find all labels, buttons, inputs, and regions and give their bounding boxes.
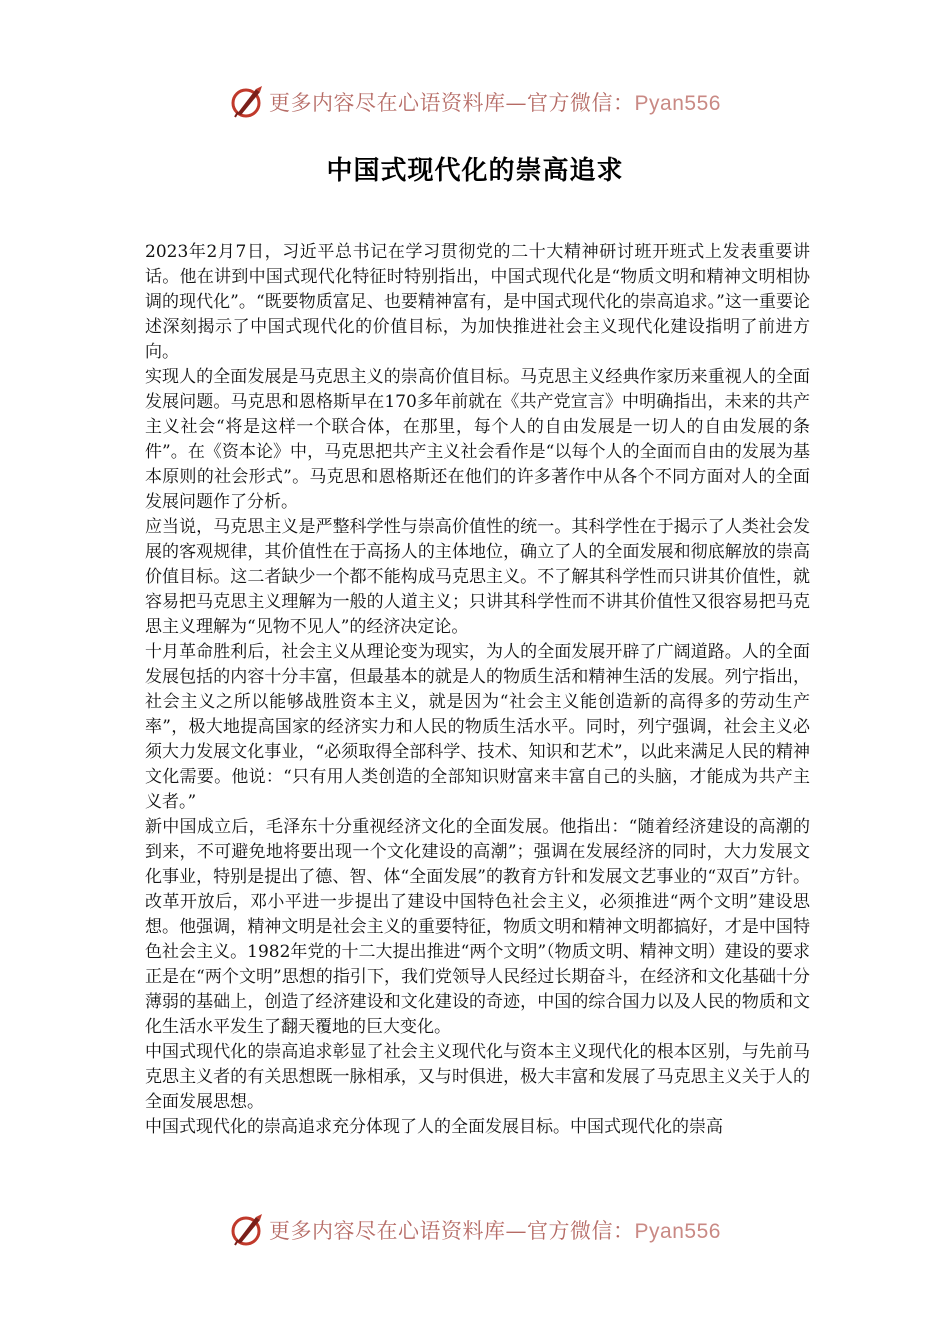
paragraph-6: 中国式现代化的崇高追求彰显了社会主义现代化与资本主义现代化的根本区别，与先前马克思主义者的有关思想既一脉相承，又与时俱进，极大丰富和发展了马克思主义关于人的全面发展思想。 <box>145 1042 810 1112</box>
document-body <box>145 240 810 1140</box>
paragraph-4: 十月革命胜利后，社会主义从理论变为现实，为人的全面发展开辟了广阔道路。人的全面发展包括的内容十分丰富，但最基本的就是人的物质生活和精神生活的发展。列宁指出，社会主义之所以能够战胜资本主义，就是因为“社会主义能创造新的高得多的劳动生产率”，极大地提高国家的经济实力和人民的物质生活水平。同时，列宁强调，社会主义必须大力发展文化事业，“必须取得全部科学、技术、知识和艺术”，以此来满足人民的精神文化需要。他说：“只有用人类创造的全部知识财富来丰富自己的头脑，才能成为共产主义者。” <box>145 642 810 812</box>
header-banner <box>0 82 950 122</box>
header-banner-text <box>269 87 721 117</box>
footer-banner-wechat-id: Pyan556 <box>634 1220 721 1243</box>
paragraph-1: 2023年2月7日，习近平总书记在学习贯彻党的二十大精神研讨班开班式上发表重要讲话。他在讲到中国式现代化特征时特别指出，中国式现代化是“物质文明和精神文明相协调的现代化”。“既要物质富足、也要精神富有，是中国式现代化的崇高追求。”这一重要论述深刻揭示了中国式现代化的价值目标，为加快推进社会主义现代化建设指明了前进方向。 <box>145 242 810 362</box>
paragraph-7: 中国式现代化的崇高追求充分体现了人的全面发展目标。中国式现代化的崇高 <box>145 1117 723 1137</box>
footer-banner-text <box>269 1215 721 1245</box>
paragraph-3: 应当说，马克思主义是严整科学性与崇高价值性的统一。其科学性在于揭示了人类社会发展的客观规律，其价值性在于高扬人的主体地位，确立了人的全面发展和彻底解放的崇高价值目标。这二者缺少一个都不能构成马克思主义。不了解其科学性而只讲其价值性，就容易把马克思主义理解为一般的人道主义；只讲其科学性而不讲其价值性又很容易把马克思主义理解为“见物不见人”的经济决定论。 <box>145 517 810 637</box>
footer-banner <box>0 1210 950 1250</box>
header-banner-wechat-id: Pyan556 <box>634 92 721 115</box>
paragraph-2: 实现人的全面发展是马克思主义的崇高价值目标。马克思主义经典作家历来重视人的全面发展问题。马克思和恩格斯早在170多年前就在《共产党宣言》中明确指出，未来的共产主义社会“将是这样一个联合体，在那里，每个人的自由发展是一切人的自由发展的条件”。在《资本论》中，马克思把共产主义社会看作是“以每个人的全面而自由的发展为基本原则的社会形式”。马克思和恩格斯还在他们的许多著作中从各个不同方面对人的全面发展问题作了分析。 <box>145 367 810 512</box>
quill-pen-logo-icon <box>229 1212 265 1248</box>
header-banner-message: 更多内容尽在心语资料库—官方微信： <box>269 91 635 115</box>
quill-pen-logo-icon <box>229 84 265 120</box>
document-title: 中国式现代化的崇高追求 <box>326 156 624 186</box>
footer-banner-message: 更多内容尽在心语资料库—官方微信： <box>269 1219 635 1243</box>
paragraph-5: 新中国成立后，毛泽东十分重视经济文化的全面发展。他指出：“随着经济建设的高潮的到来，不可避免地将要出现一个文化建设的高潮”；强调在发展经济的同时，大力发展文化事业，特别是提出了德、智、体“全面发展”的教育方针和发展文艺事业的“双百”方针。改革开放后，邓小平进一步提出了建设中国特色社会主义，必须推进“两个文明”建设思想。他强调，精神文明是社会主义的重要特征，物质文明和精神文明都搞好，才是中国特色社会主义。1982年党的十二大提出推进“两个文明”（物质文明、精神文明）建设的要求正是在“两个文明”思想的指引下，我们党领导人民经过长期奋斗，在经济和文化基础十分薄弱的基础上，创造了经济建设和文化建设的奇迹，中国的综合国力以及人民的物质和文化生活水平发生了翻天覆地的巨大变化。 <box>145 817 810 1037</box>
